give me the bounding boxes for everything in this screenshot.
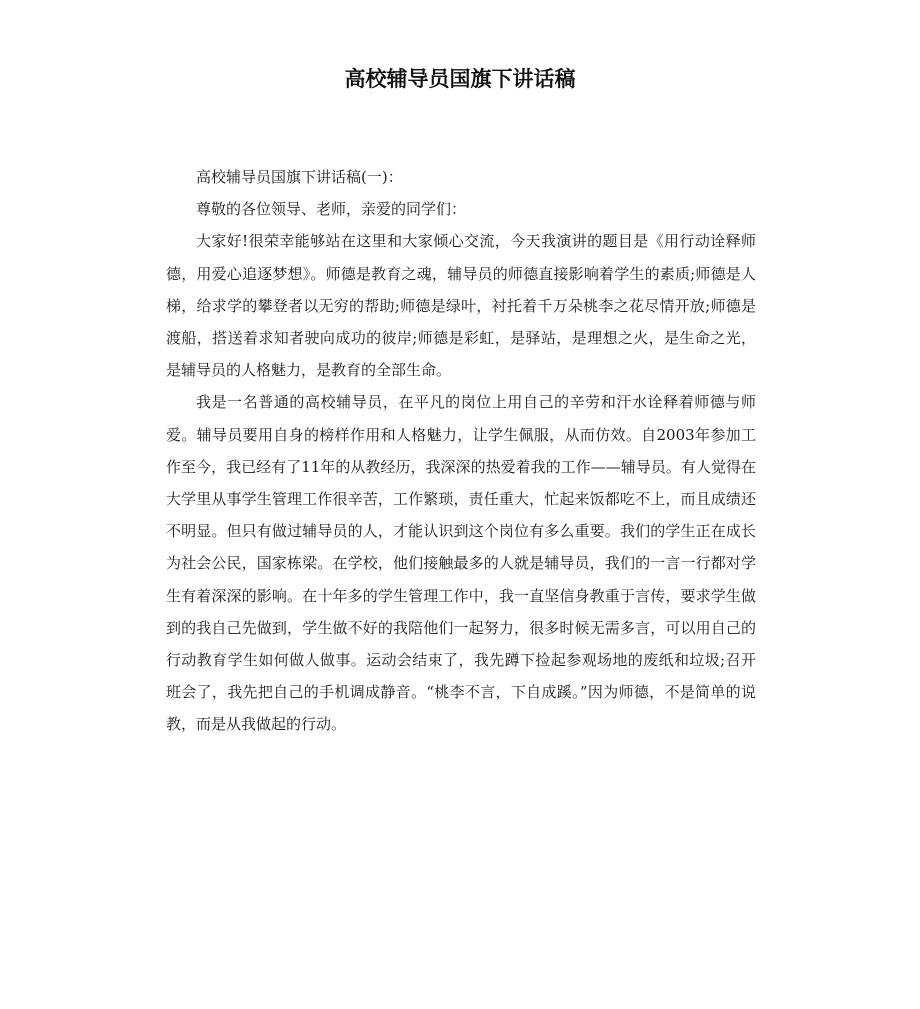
paragraph-heading: 高校辅导员国旗下讲话稿(一)： xyxy=(196,168,403,186)
document-body xyxy=(166,161,756,741)
paragraph-salutation: 尊敬的各位领导、老师，亲爱的同学们： xyxy=(196,200,467,219)
paragraph-main: 我是一名普通的高校辅导员，在平凡的岗位上用自己的辛劳和汗水诠释着师德与师爱。辅导员要用自身的榜样作用和人格魅力，让学生佩服，从而仿效。自2003年参加工作至今，我已经有了11年的从教经历，我深深的热爱着我的工作——辅导员。有人觉得在大学里从事学生管理工作很辛苦，工作繁琐，责任重大，忙起来饭都吃不上，而且成绩还不明显。但只有做过辅导员的人，才能认识到这个岗位有多么重要。我们的学生正在成长为社会公民，国家栋梁。在学校，他们接触最多的人就是辅导员，我们的一言一行都对学生有着深深的影响。在十年多的学生管理工作中，我一直坚信身教重于言传，要求学生做到的我自己先做到，学生做不好的我陪他们一起努力，很多时候无需多言，可以用自己的行动教育学生如何做人做事。运动会结束了，我先蹲下捡起参观场地的废纸和垃圾;召开班会了，我先把自己的手机调成静音。“桃李不言，下自成蹊。”因为师德，不是简单的说教，而是从我做起的行动。 xyxy=(166,393,756,734)
document-title: 高校辅导员国旗下讲话稿 xyxy=(344,67,576,91)
paragraph-intro: 大家好!很荣幸能够站在这里和大家倾心交流，今天我演讲的题目是《用行动诠释师德，用爱心追逐梦想》。师德是教育之魂，辅导员的师德直接影响着学生的素质;师德是人梯，给求学的攀登者以无穷的帮助;师德是绿叶，衬托着千万朵桃李之花尽情开放;师德是渡船，搭送着求知者驶向成功的彼岸;师德是彩虹，是驿站，是理想之火，是生命之光，是辅导员的人格魅力，是教育的全部生命。 xyxy=(166,232,756,380)
